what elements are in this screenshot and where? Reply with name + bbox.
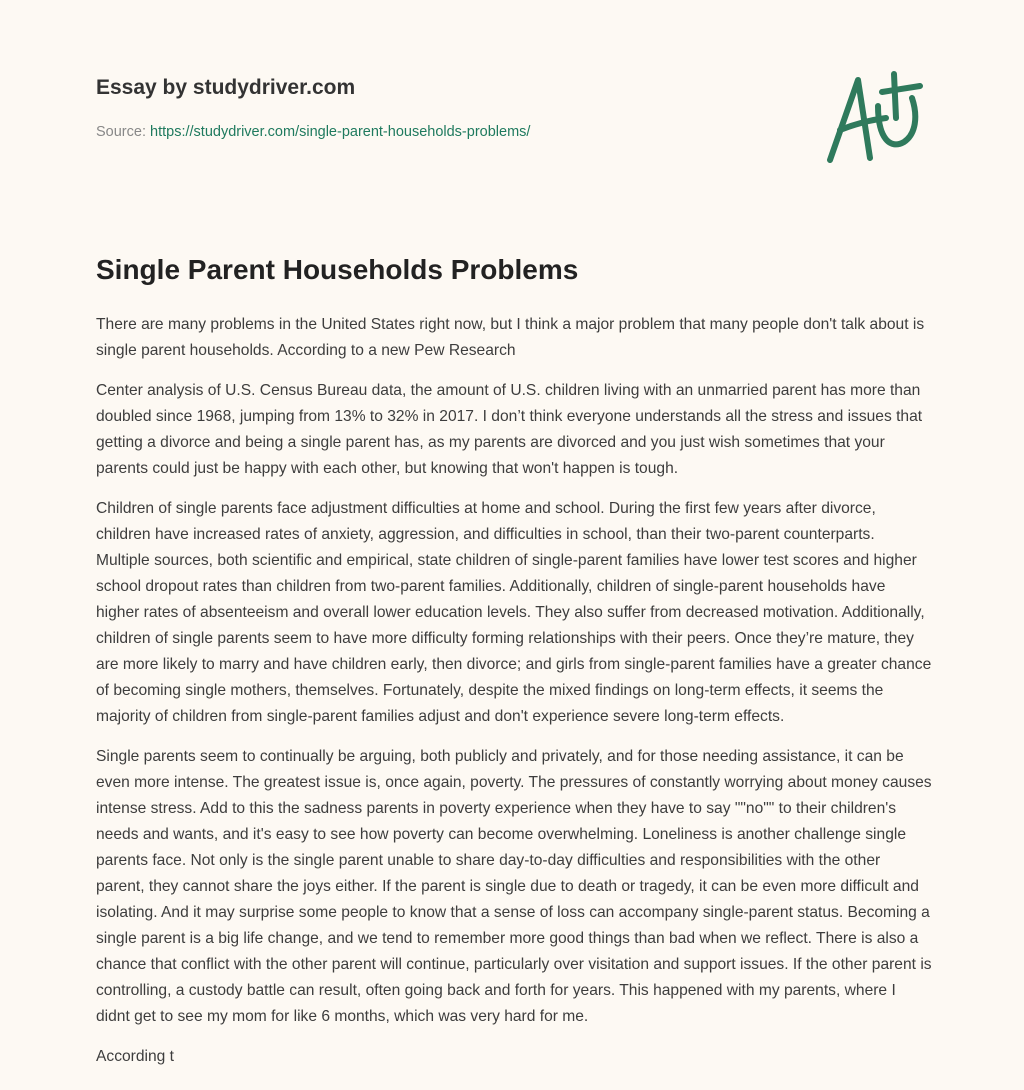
essay-title: Single Parent Households Problems	[96, 254, 579, 285]
a-plus-logo-icon	[820, 68, 930, 168]
paragraph: Center analysis of U.S. Census Bureau data, the amount of U.S. children living with an unmarried parent has more than doubled since 1968, jumping from 13% to 32% in 2017. I don’t think everyone understands all the stress and issues that getting a divorce and being a single parent has, as my parents are divorced and you just wish sometimes that your parents could just be happy with each other, but knowing that won't happen is tough.	[96, 382, 923, 477]
essay-body	[96, 312, 932, 1084]
paragraph: There are many problems in the United States right now, but I think a major problem that many people don't talk about is single parent households. According to a new Pew Research	[96, 316, 925, 359]
paragraph: Children of single parents face adjustment difficulties at home and school. During the first few years after divorce, children have increased rates of anxiety, aggression, and difficulties in school, than their two-parent counterparts. Multiple sources, both scientific and empirical, state children of single-parent families have lower test scores and higher school dropout rates than children from two-parent families. Additionally, children of single-parent households have higher rates of absenteeism and overall lower education levels. They also suffer from decreased motivation. Additionally, children of single parents seem to have more difficulty forming relationships with their peers. Once they’re mature, they are more likely to marry and have children early, then divorce; and girls from single-parent families have a greater chance of becoming single mothers, themselves. Fortunately, despite the mixed findings on long-term effects, it seems the majority of children from single-parent families adjust and don't experience severe long-term effects.	[96, 500, 932, 725]
paragraph: Single parents seem to continually be arguing, both publicly and privately, and for those needing assistance, it can be even more intense. The greatest issue is, once again, poverty. The pressures of constantly worrying about money causes intense stress. Add to this the sadness parents in poverty experience when they have to say ""no"" to their children's needs and wants, and it's easy to see how poverty can become overwhelming. Loneliness is another challenge single parents face. Not only is the single parent unable to share day-to-day difficulties and responsibilities with the other parent, they cannot share the joys either. If the parent is single due to death or tragedy, it can be even more difficult and isolating. And it may surprise some people to know that a sense of loss can accompany single-parent status. Becoming a single parent is a big life change, and we tend to remember more good things than bad when we reflect. There is also a chance that conflict with the other parent will continue, particularly over visitation and support issues. If the other parent is controlling, a custody battle can result, often going back and forth for years. This happened with my parents, where I didnt get to see my mom for like 6 months, which was very hard for me.	[96, 748, 932, 1025]
site-title: Essay by studydriver.com	[96, 76, 356, 99]
source-label: Source:	[96, 124, 146, 140]
source-link[interactable]: https://studydriver.com/single-parent-households-problems/	[150, 124, 531, 140]
paragraph: According t	[96, 1048, 175, 1065]
source-line	[96, 124, 530, 140]
